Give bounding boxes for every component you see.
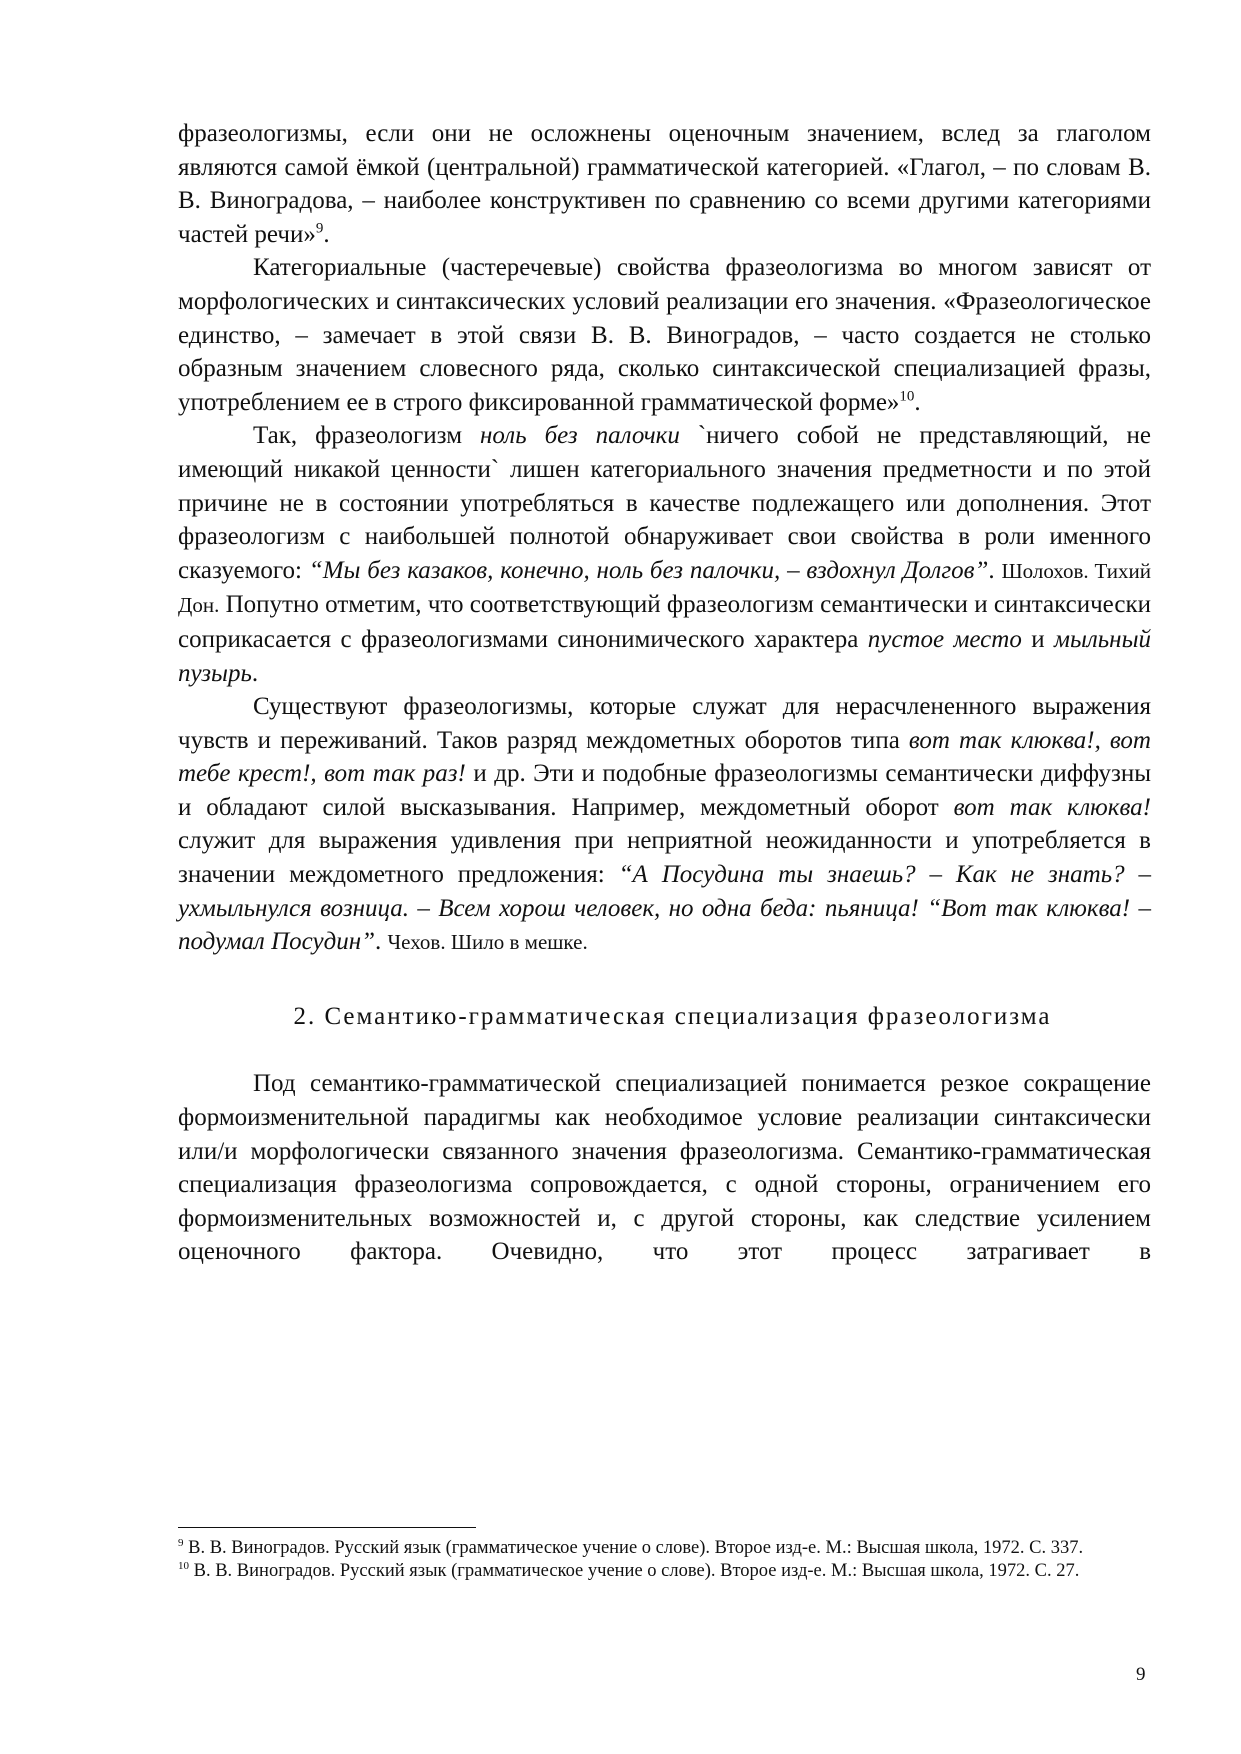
text-run: Под семантико-грамматической специализацией понимается резкое сокращение формоизменительной парадигмы как необходимое условие реализации синтаксически или/и морфологически связанного значения фразеологизма. Семантико-грамматическая специализация фразеологизма сопровождается, с одной стороны, ограничением его формоизменительных возможностей и, с другой стороны, как следствие усилением оценочного фактора. Очевидно, что этот процесс затрагивает в bbox=[178, 1070, 1151, 1266]
footnote-mark: 10 bbox=[178, 1559, 189, 1572]
text-run: . bbox=[251, 659, 259, 687]
paragraph-4 bbox=[178, 690, 1151, 960]
text-run: Так, фразеологизм bbox=[253, 422, 481, 450]
text-run: служит для выражения удивления при неприятной неожиданности и употребляется в значении междометного предложения: bbox=[178, 827, 1151, 889]
footnote-ref-9[interactable]: 9 bbox=[315, 220, 324, 237]
footnote-ref-10[interactable]: 10 bbox=[899, 388, 915, 405]
text-run: и др. Эти и подобные фразеологизмы семантически диффузны и обладают силой высказывания. Например, междометный оборот bbox=[178, 760, 1151, 821]
text-run: Категориальные (частеречевые) свойства фразеологизма во многом зависят от морфологических и синтаксических условий реализации его значения. «Фразеологическое единство, – замечает в этой связи В. В. Виноградов, – часто создается не столько образным значением словесного ряда, сколько синтаксической специализацией фразы, употреблением ее в строго фиксированной грамматической форме» bbox=[178, 254, 1151, 416]
text-run: Попутно отметим, что соответствующий фразеологизм семантически и синтаксически соприкасается с фразеологизмами синонимического характера bbox=[178, 591, 1151, 653]
text-run: . bbox=[323, 220, 330, 248]
text-run: `ничего собой не представляющий, не имеющий никакой ценности` лишен категориального значения предметности и по этой причине не в состоянии употребляться в качестве подлежащего или дополнения. Этот фразеологизм с наибольшей полнотой обнаруживает свои свойства в роли именного сказуемого: bbox=[178, 422, 1152, 584]
idiom-example: ноль без палочки bbox=[480, 422, 680, 450]
idiom-example: пустое место bbox=[867, 625, 1022, 653]
idiom-example: вот так клюква!, вот тебе крест!, вот так раз! bbox=[178, 726, 1151, 788]
main-text bbox=[178, 117, 1151, 1269]
text-run: . bbox=[375, 928, 388, 956]
footnote-9 bbox=[178, 1537, 1153, 1560]
footnote-text: В. В. Виноградов. Русский язык (грамматическое учение о слове). Второе изд-е. М.: Высшая школа, 1972. С. 27. bbox=[189, 1560, 1080, 1581]
footnote-separator bbox=[178, 1527, 476, 1528]
quotation: “Мы без казаков, конечно, ноль без палочки, – вздохнул Долгов” bbox=[308, 556, 989, 584]
page-number: 9 bbox=[1136, 1664, 1146, 1685]
paragraph-1 bbox=[178, 117, 1151, 251]
paragraph-5 bbox=[178, 1067, 1151, 1269]
paragraph-2 bbox=[178, 251, 1151, 419]
footnotes bbox=[178, 1537, 1153, 1582]
paragraph-3 bbox=[178, 419, 1151, 690]
footnote-10 bbox=[178, 1560, 1153, 1583]
idiom-example: мыльный пузырь bbox=[178, 625, 1151, 687]
quotation-source: Чехов. Шило в мешке. bbox=[387, 930, 588, 955]
quotation-source: Шолохов. Тихий Дон. bbox=[178, 558, 1152, 618]
text-run: и bbox=[1021, 625, 1054, 653]
idiom-example: вот так клюква! bbox=[953, 793, 1151, 821]
text-run: фразеологизмы, если они не осложнены оценочным значением, вслед за глаголом являются самой ёмкой (центральной) грамматической категорией. «Глагол, – по словам В. В. Виноградова, – наиболее конструктивен по сравнению со всеми другими категориями частей речи» bbox=[178, 120, 1151, 248]
quotation: “А Посудина ты знаешь? – Как не знать? – ухмыльнулся возница. – Всем хорош человек, но одна беда: пьяница! “Вот так клюква! – подумал Посудин” bbox=[178, 861, 1152, 956]
footnote-mark: 9 bbox=[178, 1536, 184, 1549]
text-run: . bbox=[914, 388, 921, 416]
text-run: . bbox=[988, 556, 1002, 584]
text-run: Существуют фразеологизмы, которые служат для нерасчлененного выражения чувств и переживаний. Таков разряд междометных оборотов типа bbox=[178, 693, 1151, 754]
section-heading: 2. Семантико-грамматическая специализация фразеологизма bbox=[293, 1002, 1052, 1030]
footnote-text: В. В. Виноградов. Русский язык (грамматическое учение о слове). Второе изд-е. М.: Высшая школа, 1972. С. 337. bbox=[183, 1538, 1084, 1558]
